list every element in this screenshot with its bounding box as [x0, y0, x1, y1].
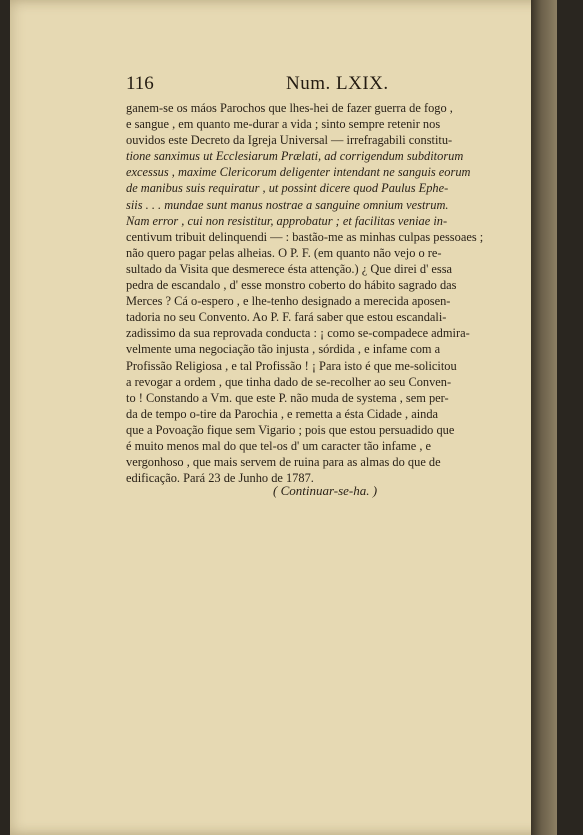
page-header: [126, 73, 524, 99]
text-line: tione sanximus ut Ecclesiarum Prælati, ad corrigendum subditorum: [126, 149, 464, 164]
body-text: [126, 100, 525, 486]
page-edge-shadow: [531, 0, 557, 835]
issue-number: Num. LXIX.: [286, 73, 389, 94]
text-line: e sangue , em quanto me-durar a vida ; sinto sempre retenir nos: [126, 117, 441, 132]
text-line: excessus , maxime Clericorum deligenter intendant ne sanguis eorum: [126, 165, 471, 180]
page-number: 116: [126, 73, 154, 94]
text-line: vergonhoso , que mais servem de ruina para as almas do que de: [126, 455, 441, 470]
text-line: Profissão Religiosa , e tal Profissão ! ¡ Para isto é que me-solicitou: [126, 358, 457, 373]
text-line: zadissimo da sua reprovada conducta : ¡ como se-compadece admira-: [126, 326, 470, 341]
printed-page: [10, 0, 557, 835]
text-line: ganem-se os máos Parochos que lhes-hei de fazer guerra de fogo ,: [126, 101, 453, 115]
text-line: centivum tribuit delinquendi — : bastão-me as minhas culpas pessoaes ;: [126, 229, 484, 244]
text-line: é muito menos mal do que tel-os d' um caracter tão infame , e: [126, 438, 432, 453]
continuation-note: ( Continuar-se-ha. ): [273, 483, 378, 498]
text-line: ouvidos este Decreto da Igreja Universal — irrefragabili constitu-: [126, 133, 453, 148]
text-line: da de tempo o-tire da Parochia , e remetta a ésta Cidade , ainda: [126, 406, 439, 421]
text-line: to ! Constando a Vm. que este P. não muda de systema , sem per-: [126, 390, 449, 405]
text-line: não quero pagar pelas alheias. O P. F. (em quanto não vejo o re-: [126, 245, 442, 260]
text-line: sultado da Visita que desmerece ésta attenção.) ¿ Que direi d' essa: [126, 261, 453, 276]
text-line: que a Povoação fique sem Vigario ; pois que estou persuadido que: [126, 422, 455, 437]
text-line: siis . . . mundae sunt manus nostrae a sanguine omnium vestrum.: [126, 197, 449, 212]
text-line: edificação. Pará 23 de Junho de 1787.: [126, 471, 314, 486]
text-line: tadoria no seu Convento. Ao P. F. fará saber que estou escandali-: [126, 310, 447, 325]
text-line: Merces ? Cá o-espero , e lhe-tenho designado a merecida aposen-: [126, 294, 451, 309]
text-line: pedra de escandalo , d' esse monstro coberto do hábito sagrado das: [126, 278, 457, 293]
text-line: a revogar a ordem , que tinha dado de se-recolher ao seu Conven-: [126, 374, 452, 389]
text-line: velmente uma negociação tão injusta , sórdida , e infame com a: [126, 342, 441, 357]
text-line: Nam error , cui non resistitur, approbatur ; et facilitas veniae in-: [126, 213, 448, 228]
text-line: de manibus suis requiratur , ut possint dicere quod Paulus Ephe-: [126, 181, 449, 196]
